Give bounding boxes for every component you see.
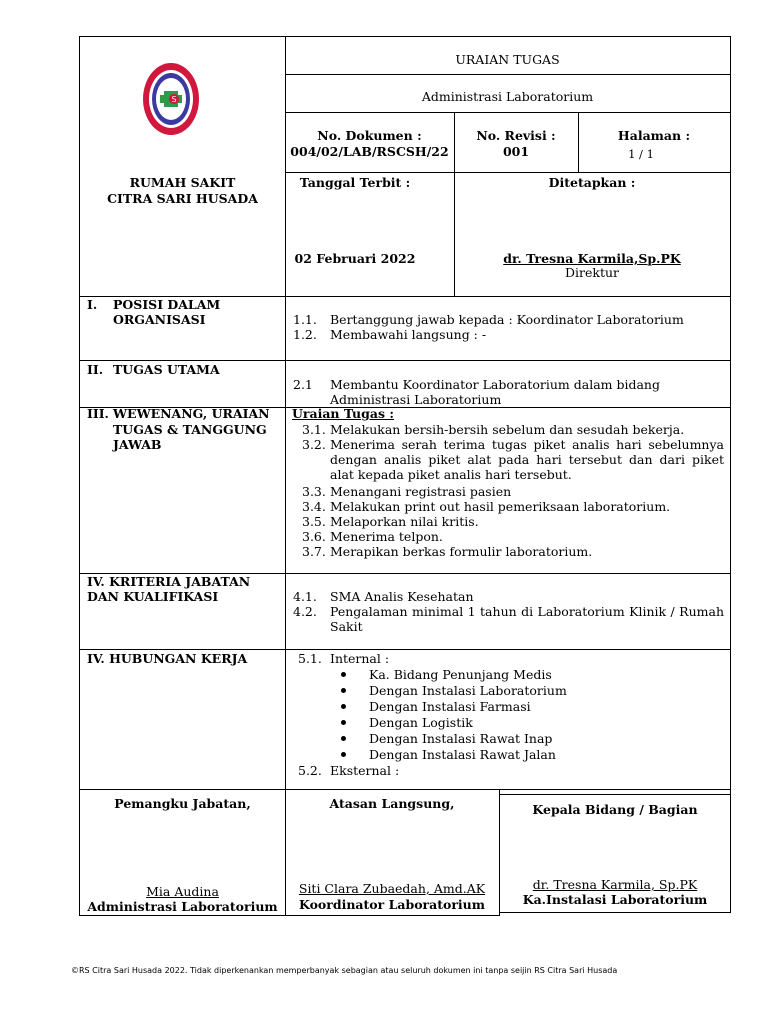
item-num: 3.2. bbox=[302, 437, 326, 452]
item-num: 3.1. bbox=[302, 422, 326, 437]
approved-role: Direktur bbox=[564, 265, 620, 280]
section-4-label: IV. KRITERIA JABATAN bbox=[87, 574, 251, 589]
item-text: Membawahi langsung : - bbox=[330, 327, 487, 342]
signature-role: Administrasi Laboratorium bbox=[87, 899, 278, 914]
list-item: Dengan Instalasi Rawat Inap bbox=[369, 731, 553, 746]
section-1-label-cont: ORGANISASI bbox=[113, 312, 206, 327]
hospital-name-line2: CITRA SARI HUSADA bbox=[107, 191, 258, 206]
page-value: 1 / 1 bbox=[628, 147, 654, 161]
svg-text:S: S bbox=[171, 95, 177, 104]
item-num: 1.2. bbox=[293, 327, 317, 342]
signature-role: Ka.Instalasi Laboratorium bbox=[522, 892, 708, 907]
item-text: Pengalaman minimal 1 tahun di Laboratorium Klinik / Rumah Sakit bbox=[330, 604, 724, 634]
bullet-icon bbox=[341, 688, 346, 693]
item-num: 3.6. bbox=[302, 529, 326, 544]
document-subtitle: Administrasi Laboratorium bbox=[421, 89, 594, 104]
list-item: Dengan Logistik bbox=[369, 715, 473, 730]
doc-number-value: 004/02/LAB/RSCSH/22 bbox=[290, 144, 449, 159]
item-num: 3.3. bbox=[302, 484, 326, 499]
page-label: Halaman : bbox=[617, 128, 691, 143]
item-num: 5.2. bbox=[298, 763, 322, 778]
signature-name: Siti Clara Zubaedah, Amd.AK bbox=[298, 881, 486, 896]
doc-number-label: No. Dokumen : bbox=[317, 128, 422, 143]
bullet-icon bbox=[341, 672, 346, 677]
list-item: Ka. Bidang Penunjang Medis bbox=[369, 667, 552, 682]
list-item: Dengan Instalasi Rawat Jalan bbox=[369, 747, 556, 762]
item-text: Melaporkan nilai kritis. bbox=[330, 514, 479, 529]
external-label: Eksternal : bbox=[330, 763, 400, 778]
section-1-label: POSISI DALAM bbox=[113, 297, 221, 312]
document-title: URAIAN TUGAS bbox=[455, 52, 560, 67]
section-4-label-cont: DAN KUALIFIKASI bbox=[87, 589, 219, 604]
issue-date-label: Tanggal Terbit : bbox=[299, 175, 411, 190]
duties-heading: Uraian Tugas : bbox=[292, 406, 394, 421]
section-2-label: TUGAS UTAMA bbox=[113, 362, 220, 377]
section-3-label: WEWENANG, URAIAN bbox=[113, 406, 270, 421]
item-num: 5.1. bbox=[298, 651, 322, 666]
item-num: 4.1. bbox=[293, 589, 317, 604]
item-text: SMA Analis Kesehatan bbox=[330, 589, 474, 604]
revision-label: No. Revisi : bbox=[476, 128, 556, 143]
internal-label: Internal : bbox=[330, 651, 390, 666]
item-text: Bertanggung jawab kepada : Koordinator Laboratorium bbox=[330, 312, 684, 327]
item-num: 1.1. bbox=[293, 312, 317, 327]
section-3-label-cont: TUGAS & TANGGUNG bbox=[113, 422, 267, 437]
hospital-name-line1: RUMAH SAKIT bbox=[129, 175, 236, 190]
signature-name: dr. Tresna Karmila, Sp.PK bbox=[532, 877, 698, 892]
item-num: 4.2. bbox=[293, 604, 317, 619]
item-text: Administrasi Laboratorium bbox=[330, 392, 502, 407]
signature-title: Pemangku Jabatan, bbox=[114, 796, 251, 811]
signature-title: Atasan Langsung, bbox=[329, 796, 455, 811]
item-num: 3.7. bbox=[302, 544, 326, 559]
revision-value: 001 bbox=[502, 144, 530, 159]
item-text: Menangani registrasi pasien bbox=[330, 484, 512, 499]
approved-label: Ditetapkan : bbox=[548, 175, 636, 190]
signature-name: Mia Audina bbox=[146, 884, 219, 899]
list-item: Dengan Instalasi Farmasi bbox=[369, 699, 531, 714]
copyright-footer: ©RS Citra Sari Husada 2022. Tidak diperkenankan memperbanyak sebagian atau seluruh dokumen ini tanpa seijin RS Citra Sari Husada bbox=[71, 966, 618, 975]
list-item: Dengan Instalasi Laboratorium bbox=[369, 683, 567, 698]
issue-date-value: 02 Februari 2022 bbox=[294, 251, 416, 266]
item-text: Melakukan bersih-bersih sebelum dan sesudah bekerja. bbox=[330, 422, 685, 437]
bullet-icon bbox=[341, 704, 346, 709]
signature-title: Kepala Bidang / Bagian bbox=[532, 802, 698, 817]
item-num: 2.1 bbox=[293, 377, 313, 392]
bullet-icon bbox=[341, 736, 346, 741]
section-1-number: I. bbox=[87, 297, 98, 312]
bullet-icon bbox=[341, 752, 346, 757]
item-text: Melakukan print out hasil pemeriksaan laboratorium. bbox=[330, 499, 671, 514]
section-5-label: IV. HUBUNGAN KERJA bbox=[87, 651, 248, 666]
item-text: Menerima serah terima tugas piket analis hari sebelumnya dengan analis piket alat pada hari tersebut dan dari piket alat kepada piket analis hari tersebut. bbox=[330, 437, 724, 482]
signature-role: Koordinator Laboratorium bbox=[299, 897, 485, 912]
section-2-number: II. bbox=[87, 362, 104, 377]
item-text: Merapikan berkas formulir laboratorium. bbox=[330, 544, 593, 559]
section-3-label-cont: JAWAB bbox=[113, 437, 162, 452]
section-3-number: III. bbox=[87, 406, 109, 421]
item-text: Membantu Koordinator Laboratorium dalam bidang bbox=[330, 377, 660, 392]
approved-name: dr. Tresna Karmila,Sp.PK bbox=[503, 251, 681, 266]
hospital-logo bbox=[142, 62, 200, 136]
bullet-icon bbox=[341, 720, 346, 725]
item-num: 3.4. bbox=[302, 499, 326, 514]
item-num: 3.5. bbox=[302, 514, 326, 529]
item-text: Menerima telpon. bbox=[330, 529, 443, 544]
